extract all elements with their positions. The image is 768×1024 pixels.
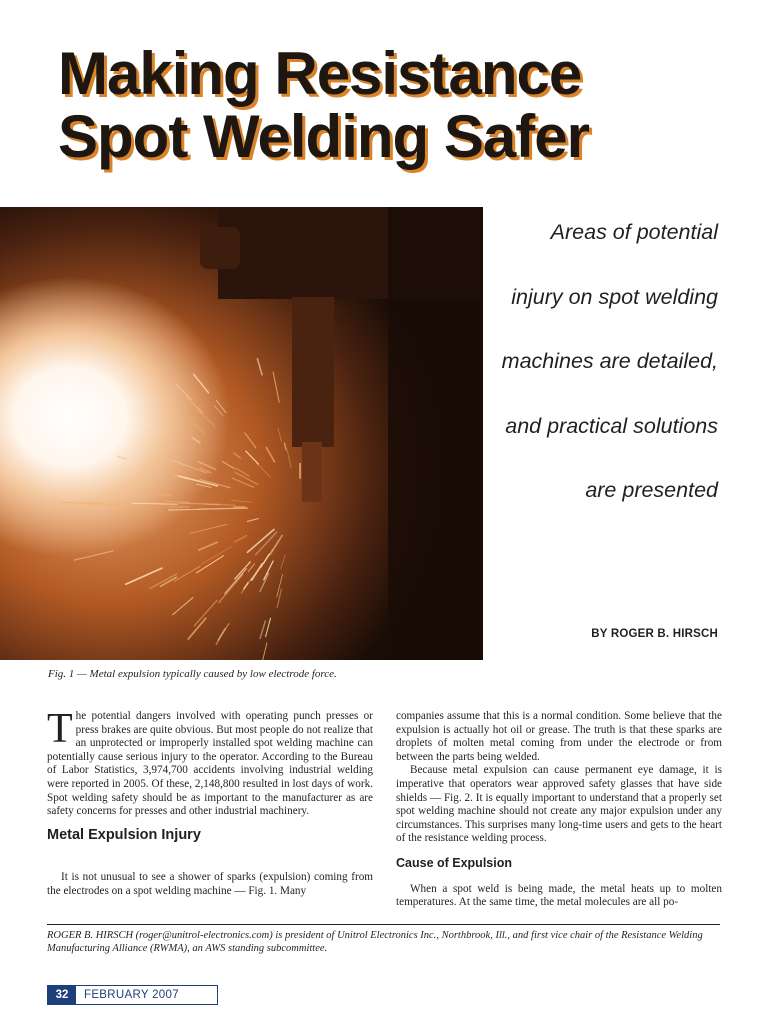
spark-streak <box>216 623 229 645</box>
author-footnote: ROGER B. HIRSCH (roger@unitrol-electronics.com) is president of Unitrol Electronics Inc., Northbrook, Ill., and first vice chair of the Resistance Welding Manufacturing Alliance (RWMA), an AWS standing subcommittee. <box>47 930 703 954</box>
electrode-holder <box>292 297 334 447</box>
spark-streak <box>132 503 178 504</box>
spark-streak <box>244 432 256 448</box>
issue-date: FEBRUARY 2007 <box>84 989 179 1001</box>
spark-streak <box>165 501 190 502</box>
spark-streak <box>263 554 269 564</box>
spark-streak <box>261 643 267 660</box>
section-heading-metal-expulsion: Metal Expulsion Injury <box>47 826 201 843</box>
spark-streak <box>196 484 211 487</box>
spark-streak <box>143 422 158 430</box>
spark-streak <box>244 582 249 589</box>
page-number: 32 <box>48 986 76 1004</box>
spark-streak <box>200 479 231 488</box>
spark-streak <box>179 503 220 504</box>
spark-streak <box>193 374 209 393</box>
article-title <box>58 42 748 168</box>
spark-streak <box>188 618 207 640</box>
spark-streak <box>248 563 255 572</box>
spark-streak <box>194 600 217 626</box>
spark-streak <box>234 561 250 579</box>
spark-streak <box>218 628 226 641</box>
spark-streak <box>281 554 286 569</box>
spark-streak <box>272 540 279 551</box>
body-paragraph-1 <box>47 706 373 819</box>
spark-streak <box>253 568 259 576</box>
spark-streak <box>232 478 254 488</box>
spark-streak <box>235 472 259 485</box>
spark-streak <box>60 503 105 504</box>
section-heading-cause-of-expulsion: Cause of Expulsion <box>396 855 512 870</box>
spark-streak <box>256 463 271 478</box>
spark-streak <box>284 443 286 451</box>
spark-streak <box>201 546 233 565</box>
spark-streak <box>175 384 191 400</box>
spark-streak <box>174 566 200 582</box>
spark-streak <box>287 450 291 468</box>
spark-streak <box>278 428 282 442</box>
title-line-1: Making Resistance <box>58 40 582 107</box>
welding-sparks-illustration <box>0 207 483 660</box>
spark-streaks <box>60 357 312 660</box>
welding-sparks-photo <box>0 207 483 660</box>
spark-streak <box>186 396 204 413</box>
spark-streak <box>277 589 281 609</box>
spark-streak <box>219 574 244 603</box>
body-paragraph-3: companies assume that this is a normal condition. Some believe that the expulsion is actually hot oil or grease. The truth is that these sparks are droplets of molten metal coming from under the electrode or from between the parts being welded. <box>396 710 722 763</box>
article-deck: Areas of potential injury on spot welding machines are detailed, and practical solutions are presented <box>501 220 718 502</box>
figure-caption: Fig. 1 — Metal expulsion typically caused by low electrode force. <box>48 668 337 680</box>
spark-streak <box>168 509 200 510</box>
spark-streak <box>257 358 262 375</box>
spark-streak <box>260 573 269 592</box>
body-column-left <box>47 706 373 899</box>
title-line-2: Spot Welding Safer <box>58 103 589 170</box>
spark-streak <box>125 568 162 585</box>
spark-streak <box>198 542 218 550</box>
machine-side <box>388 207 483 660</box>
body-paragraph-4: Because metal expulsion can cause permanent eye damage, it is imperative that operators wear approved safety glasses that have side shields — Fig. 2. It is equally important to understand that a properly set spot welding machine should not create any major expulsion under any circumstances. This surprises many long-time users and gets to the heart of the resistance welding process. <box>396 764 722 845</box>
spark-streak <box>266 447 275 462</box>
byline: BY ROGER B. HIRSCH <box>591 628 718 640</box>
spark-streak <box>273 372 279 403</box>
spark-streak <box>172 597 193 615</box>
spark-streak <box>245 451 258 465</box>
machine-knob <box>200 227 240 269</box>
body-paragraph-1-text: he potential dangers involved with operating punch presses or press brakes are quite obvious. But most people do not realize that an unprotected or improperly installed spot welding machine can potentially cause serious injury to the operator. According to the Bureau of Labor Statistics, 3,974,700 accidents involving industrial welding were reported in 2005. Of these, 2,148,800 resulted in lost days of work. Spot welding safety should be as important to the manufacturer as are safety concerns for presses and other industrial machinery. <box>47 710 373 818</box>
spark-streak <box>260 621 266 640</box>
spark-streak <box>199 508 248 509</box>
spark-streak <box>191 422 205 433</box>
spark-streak <box>73 551 113 560</box>
spark-streak <box>234 535 247 542</box>
spark-streak <box>263 561 273 581</box>
spark-streak <box>247 518 259 521</box>
body-column-right <box>396 710 722 910</box>
page-footer <box>47 985 218 1005</box>
spark-streak <box>157 494 172 495</box>
spark-streak <box>216 400 226 413</box>
spark-streak <box>172 460 208 473</box>
spark-streak <box>236 468 250 476</box>
spark-streak <box>178 431 186 436</box>
body-paragraph-2: It is not unusual to see a shower of sparks (expulsion) coming from the electrodes on a spot welding machine — Fig. 1. Many <box>47 871 373 897</box>
spark-streak <box>234 453 241 459</box>
spark-streak <box>117 456 127 459</box>
drop-cap: T <box>47 706 73 752</box>
footnote-divider <box>47 924 720 925</box>
spark-streak <box>196 555 224 573</box>
spark-streak <box>265 618 270 637</box>
spark-streak <box>192 437 201 443</box>
electrode-tip <box>302 442 322 502</box>
spark-streak <box>231 500 252 502</box>
spark-streak <box>222 461 235 469</box>
body-paragraph-5: When a spot weld is being made, the metal heats up to molten temperatures. At the same time, the metal molecules are all po- <box>396 882 722 909</box>
spark-streak <box>190 524 227 533</box>
spark-streak <box>196 409 215 427</box>
spark-streak <box>149 574 177 589</box>
